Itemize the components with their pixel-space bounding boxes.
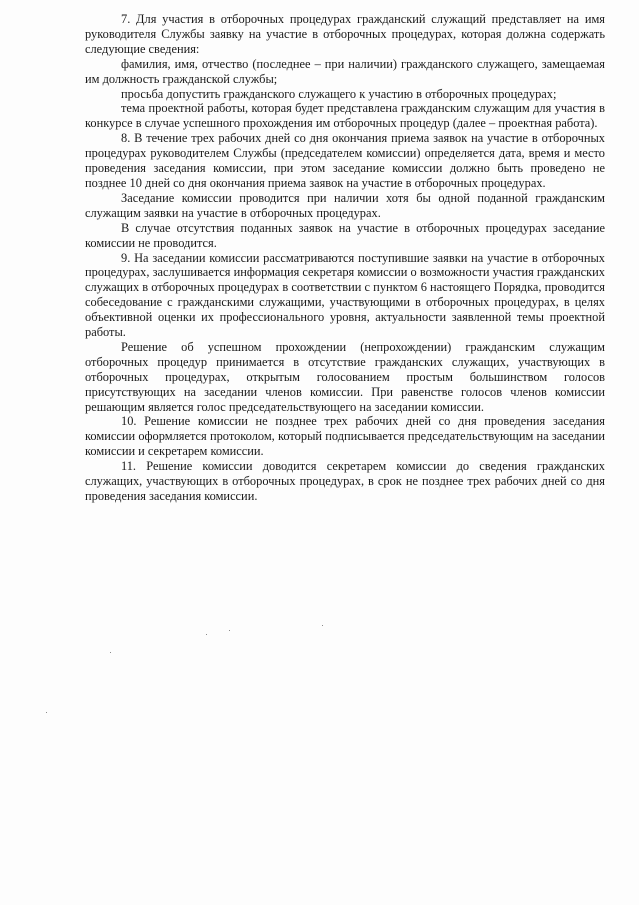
scan-speck (206, 634, 207, 635)
paragraph-8-no-applications: В случае отсутствия поданных заявок на участие в отборочных процедурах заседание комиссии не проводится. (85, 220, 605, 250)
document-body (85, 12, 605, 504)
paragraph-9: 9. На заседании комиссии рассматриваются поступившие заявки на участие в отборочных процедурах, заслушивается информация секретаря комиссии о возможности участия гражданских служащих в отборочных процедурах в соответствии с пунктом 6 настоящего Порядка, проводится собеседование с гражданскими служащими, участвующими в отборочных процедурах, в целях объективной оценки их профессионального уровня, актуальности заявленной темы проектной работы. (85, 250, 605, 340)
scan-speck (322, 625, 323, 626)
paragraph-8: 8. В течение трех рабочих дней со дня окончания приема заявок на участие в отборочных процедурах руководителем Службы (председателем комиссии) определяется дата, время и место проведения заседания комиссии, при этом заседание комиссии должно быть проведено не позднее 10 дней со дня окончания приема заявок на участие в отборочных процедурах. (85, 131, 605, 190)
paragraph-11: 11. Решение комиссии доводится секретарем комиссии до сведения гражданских служащих, участвующих в отборочных процедурах, в срок не позднее трех рабочих дней со дня проведения заседания комиссии. (85, 459, 605, 503)
paragraph-7-item-name: фамилия, имя, отчество (последнее – при наличии) гражданского служащего, замещаемая им должность гражданской службы; (85, 56, 605, 86)
paragraph-7-item-request: просьба допустить гражданского служащего к участию в отборочных процедурах; (121, 86, 557, 101)
scan-speck (229, 630, 230, 631)
scan-speck (110, 652, 111, 653)
paragraph-10: 10. Решение комиссии не позднее трех рабочих дней со дня проведения заседания комиссии оформляется протоколом, который подписывается председательствующим на заседании комиссии и секретарем комиссии. (85, 414, 605, 459)
paragraph-7-item-topic: тема проектной работы, которая будет представлена гражданским служащим для участия в конкурсе в случае успешного прохождения им отборочных процедур (далее – проектная работа). (85, 101, 605, 131)
paragraph-8-quorum: Заседание комиссии проводится при наличии хотя бы одной поданной гражданским служащим заявки на участие в отборочных процедурах. (85, 190, 605, 220)
paragraph-7: 7. Для участия в отборочных процедурах гражданский служащий представляет на имя руководителя Службы заявку на участие в отборочных процедурах, которая должна содержать следующие сведения: (85, 12, 605, 56)
scan-speck (46, 712, 47, 713)
paragraph-9-decision: Решение об успешном прохождении (непрохождении) гражданским служащим отборочных процедур принимается в отсутствие гражданских служащих, участвующих в отборочных процедурах, открытым голосованием простым большинством голосов присутствующих на заседании членов комиссии. При равенстве голосов членов комиссии решающим является голос председательствующего на заседании комиссии. (85, 339, 605, 414)
